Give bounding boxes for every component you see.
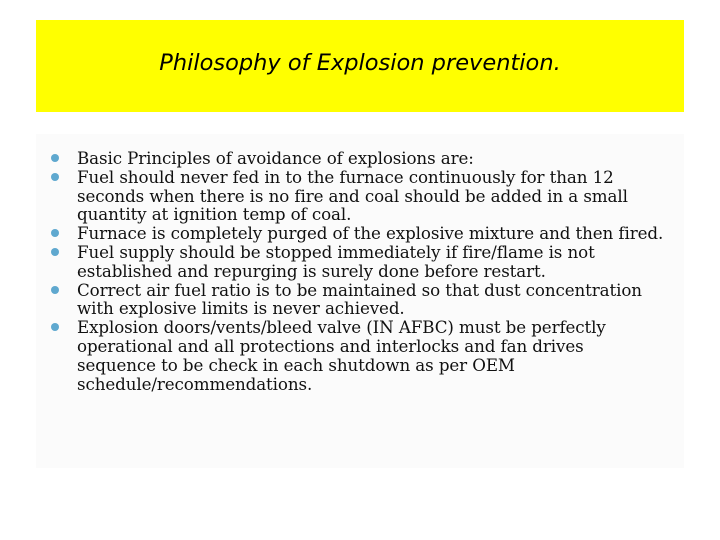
slide-title: Philosophy of Explosion prevention. (159, 50, 561, 76)
bullet-item-fuel-supply (0, 243, 667, 281)
bullet-item-principles (0, 149, 667, 168)
bullet-text: Furnace is completely purged of the explosive mixture and then fired. (77, 223, 664, 244)
bullet-item-air-fuel-ratio (0, 281, 667, 319)
bullet-text: Fuel should never fed in to the furnace continuously for than 12 seconds when there is no fire and coal should be added in a small quantity at ignition temp of coal. (77, 166, 628, 225)
bullet-text: Correct air fuel ratio is to be maintained so that dust concentration with explosive limits is never achieved. (77, 279, 642, 319)
bullet-item-furnace-purge (0, 224, 667, 243)
bullet-dot-icon (51, 173, 59, 181)
bullet-dot-icon (51, 154, 59, 162)
bullet-list (0, 149, 720, 393)
bullet-item-explosion-doors (0, 318, 667, 393)
bullet-dot-icon (51, 323, 59, 331)
bullet-text: Explosion doors/vents/bleed valve (IN AFBC) must be perfectly operational and all protections and interlocks and fan drives sequence to be check in each shutdown as per OEM schedule/recommendations. (77, 317, 606, 394)
bullet-text: Basic Principles of avoidance of explosions are: (77, 148, 474, 168)
bullet-dot-icon (51, 229, 59, 237)
bullet-text: Fuel supply should be stopped immediately if fire/flame is not established and repurging is surely done before restart. (77, 241, 595, 281)
bullet-dot-icon (51, 248, 59, 256)
bullet-dot-icon (51, 286, 59, 294)
bullet-item-fuel-feed (0, 168, 667, 224)
